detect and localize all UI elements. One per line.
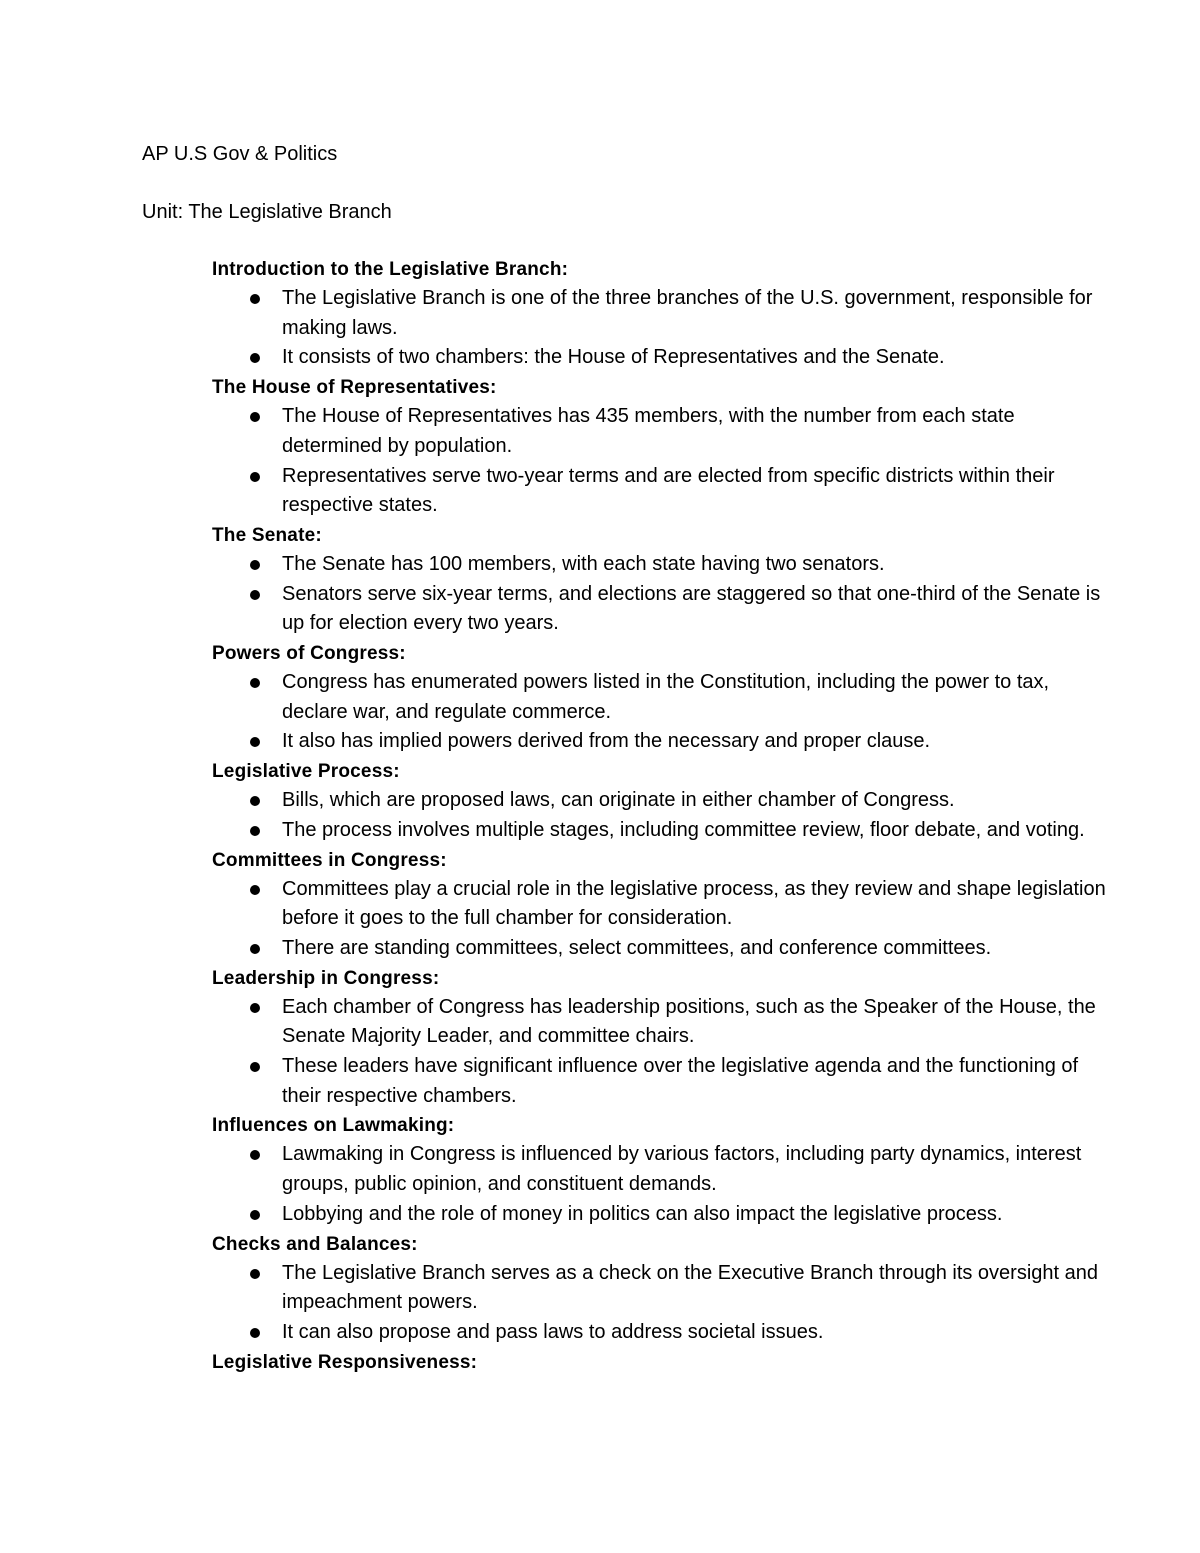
document-unit: Unit: The Legislative Branch xyxy=(142,201,392,223)
bullet-text: The House of Representatives has 435 members, with the number from each state determined by population. xyxy=(282,405,1015,457)
list-item xyxy=(212,786,1112,816)
bullet-list xyxy=(212,668,1112,757)
bullet-dot-icon xyxy=(250,944,260,954)
bullet-text: Congress has enumerated powers listed in the Constitution, including the power to tax, declare war, and regulate commerce. xyxy=(282,671,1050,723)
bullet-text: Bills, which are proposed laws, can originate in either chamber of Congress. xyxy=(282,789,955,812)
bullet-dot-icon xyxy=(250,353,260,363)
bullet-dot-icon xyxy=(250,472,260,482)
bullet-dot-icon xyxy=(250,1150,260,1160)
list-item xyxy=(212,1052,1112,1111)
section-heading: Checks and Balances: xyxy=(212,1233,418,1255)
list-item xyxy=(212,816,1112,846)
bullet-text: Lobbying and the role of money in politics can also impact the legislative process. xyxy=(282,1202,1003,1225)
bullet-text: The Senate has 100 members, with each state having two senators. xyxy=(282,552,885,575)
section xyxy=(212,639,1112,757)
section xyxy=(212,1230,1112,1348)
bullet-text: Lawmaking in Congress is influenced by various factors, including party dynamics, interest groups, public opinion, and constituent demands. xyxy=(282,1143,1082,1196)
section-heading: Powers of Congress: xyxy=(212,643,406,665)
bullet-list xyxy=(212,550,1112,639)
list-item xyxy=(212,550,1112,580)
section-heading: Introduction to the Legislative Branch: xyxy=(212,259,569,280)
bullet-text: It can also propose and pass laws to address societal issues. xyxy=(282,1320,824,1343)
list-item xyxy=(212,402,1112,461)
bullet-dot-icon xyxy=(250,826,260,836)
bullet-dot-icon xyxy=(250,885,260,895)
bullet-text: Each chamber of Congress has leadership positions, such as the Speaker of the House, the Senate Majority Leader, and committee chairs. xyxy=(282,995,1096,1048)
section xyxy=(212,1348,1112,1377)
section-heading: Committees in Congress: xyxy=(212,849,447,871)
bullet-text: Senators serve six-year terms, and elections are staggered so that one-third of the Senate is up for election every two years. xyxy=(282,582,1101,635)
bullet-list xyxy=(212,1259,1112,1348)
section xyxy=(212,846,1112,964)
bullet-text: Committees play a crucial role in the legislative process, as they review and shape legislation before it goes to the full chamber for consideration. xyxy=(282,877,1106,930)
list-item xyxy=(212,1200,1112,1230)
list-item xyxy=(212,1318,1112,1348)
list-item xyxy=(212,1259,1112,1318)
list-item xyxy=(212,343,1112,373)
bullet-dot-icon xyxy=(250,412,260,422)
bullet-list xyxy=(212,786,1112,845)
section xyxy=(212,255,1112,373)
bullet-dot-icon xyxy=(250,590,260,600)
section-heading: The Senate: xyxy=(212,524,322,546)
list-item xyxy=(212,934,1112,964)
section-heading: Influences on Lawmaking: xyxy=(212,1115,455,1137)
section xyxy=(212,373,1112,521)
section-heading: Legislative Responsiveness: xyxy=(212,1351,478,1373)
bullet-dot-icon xyxy=(250,1328,260,1338)
bullet-list xyxy=(212,1140,1112,1229)
bullet-text: Representatives serve two-year terms and are elected from specific districts within their respective states. xyxy=(282,464,1055,517)
bullet-text: The process involves multiple stages, including committee review, floor debate, and voting. xyxy=(282,818,1085,841)
bullet-list xyxy=(212,875,1112,964)
bullet-text: It also has implied powers derived from the necessary and proper clause. xyxy=(282,730,931,753)
bullet-list xyxy=(212,284,1112,373)
list-item xyxy=(212,580,1112,639)
bullet-text: The Legislative Branch serves as a check on the Executive Branch through its oversight and impeachment powers. xyxy=(282,1261,1099,1314)
list-item xyxy=(212,727,1112,757)
list-item xyxy=(212,1140,1112,1199)
bullet-dot-icon xyxy=(250,1269,260,1279)
section-heading: Leadership in Congress: xyxy=(212,967,440,989)
section xyxy=(212,1111,1112,1229)
bullet-text: The Legislative Branch is one of the three branches of the U.S. government, responsible for making laws. xyxy=(282,287,1093,339)
section xyxy=(212,757,1112,845)
section-heading: The House of Representatives: xyxy=(212,377,497,399)
list-item xyxy=(212,462,1112,521)
bullet-dot-icon xyxy=(250,1062,260,1072)
bullet-text: It consists of two chambers: the House of Representatives and the Senate. xyxy=(282,346,945,369)
section-heading: Legislative Process: xyxy=(212,761,400,783)
section xyxy=(212,521,1112,639)
bullet-list xyxy=(212,402,1112,521)
document-title: AP U.S Gov & Politics xyxy=(142,143,338,165)
bullet-list xyxy=(212,993,1112,1112)
sections-container xyxy=(212,255,1112,1377)
bullet-dot-icon xyxy=(250,294,260,304)
list-item xyxy=(212,993,1112,1052)
bullet-dot-icon xyxy=(250,737,260,747)
bullet-dot-icon xyxy=(250,560,260,570)
bullet-dot-icon xyxy=(250,1003,260,1013)
bullet-dot-icon xyxy=(250,1210,260,1220)
bullet-text: These leaders have significant influence over the legislative agenda and the functioning of their respective chambers. xyxy=(282,1055,1079,1107)
list-item xyxy=(212,875,1112,934)
list-item xyxy=(212,284,1112,343)
bullet-dot-icon xyxy=(250,796,260,806)
bullet-dot-icon xyxy=(250,678,260,688)
list-item xyxy=(212,668,1112,727)
bullet-text: There are standing committees, select committees, and conference committees. xyxy=(282,936,992,959)
section xyxy=(212,964,1112,1112)
